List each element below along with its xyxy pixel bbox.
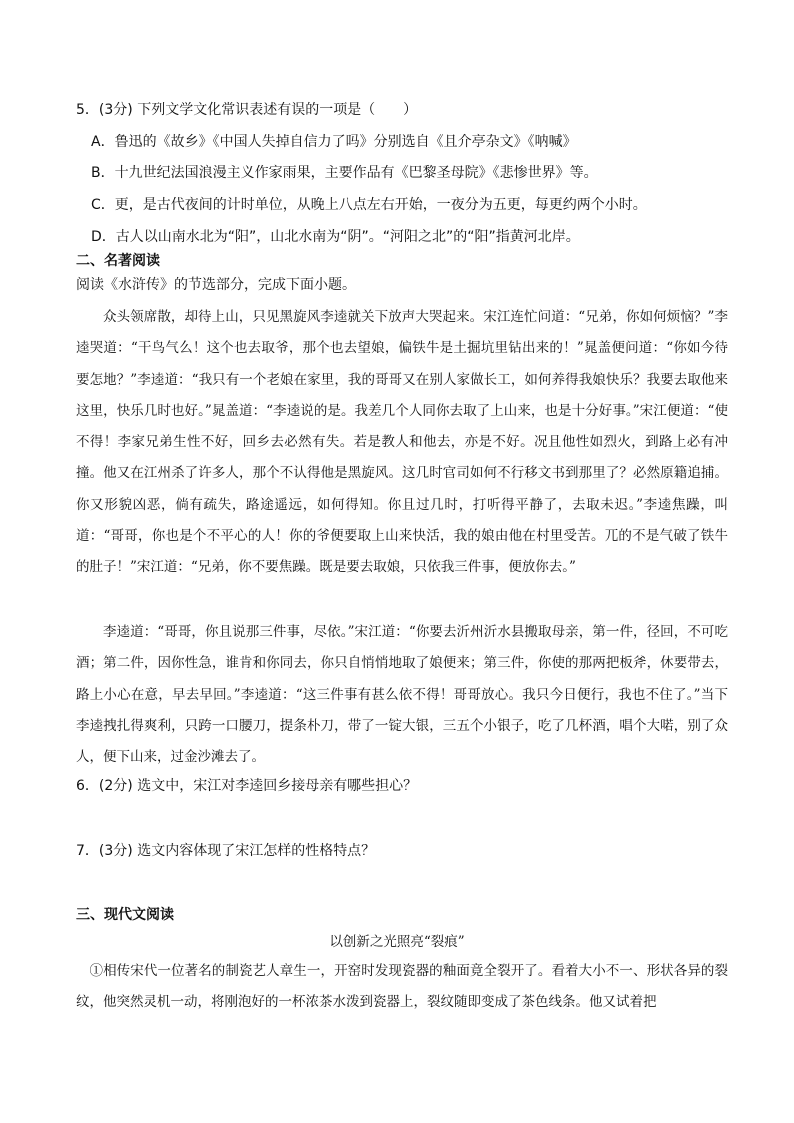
section-2-intro: 阅读《水浒传》的节选部分，完成下面小题。 xyxy=(76,277,356,293)
question-7: 7．(3分) 选文内容体现了宋江怎样的性格特点？ xyxy=(76,843,376,859)
question-5-option-c: C．更，是古代夜间的计时单位，从晚上八点左右开始，一夜分为五更，每更约两个小时。 xyxy=(91,197,647,213)
question-5-option-a: A．鲁迅的《故乡》《中国人失掉自信力了吗》分别选自《且介亭杂文》《呐喊》 xyxy=(91,134,577,150)
essay-paragraph-1: ①相传宋代一位著名的制瓷艺人章生一，开窑时发现瓷器的釉面竟全裂开了。看着大小不一、形状各异的裂纹，他突然灵机一动，将刚泡好的一杯浓茶水泼到瓷器上，裂纹随即变成了茶色线条。他又试着把 xyxy=(76,963,728,1010)
essay-title: 以创新之光照亮“裂痕” xyxy=(329,934,465,950)
question-5-stem: 5．(3分) 下列文学文化常识表述有误的一项是（ ） xyxy=(76,102,418,118)
section-3-title: 三、现代文阅读 xyxy=(76,907,174,923)
passage-paragraph-2: 李逵道：“哥哥，你且说那三件事，尽依。”宋江道：“你要去沂州沂水县搬取母亲，第一件，径回，不可吃酒；第二件，因你性急，谁肯和你同去，你只自悄悄地取了娘便来；第三件，你使的那两把板斧，休要带去，路上小心在意，早去早回。”李逵道：“这三件事有甚么依不得！哥哥放心。我只今日便行，我也不住了。”当下李逵拽扎得爽利，只跨一口腰刀，提条朴刀，带了一锭大银，三五个小银子，吃了几杯酒，唱个大喏，别了众人，便下山来，过金沙滩去了。 xyxy=(76,624,728,766)
question-6: 6．(2分) 选文中，宋江对李逵回乡接母亲有哪些担心？ xyxy=(76,778,418,794)
question-5-option-b: B．十九世纪法国浪漫主义作家雨果，主要作品有《巴黎圣母院》《悲惨世界》等。 xyxy=(91,165,598,181)
question-5-option-d: D．古人以山南水北为“阳”，山北水南为“阴”。“河阳之北”的“阳”指黄河北岸。 xyxy=(91,229,580,245)
section-2-title: 二、名著阅读 xyxy=(76,253,160,269)
passage-paragraph-1: 众头领席散，却待上山，只见黑旋风李逵就关下放声大哭起来。宋江连忙问道：“兄弟，你如何烦恼？”李逵哭道：“干鸟气么！这个也去取爷，那个也去望娘，偏铁牛是土掘坑里钻出来的！”晁盖便问道：“你如今待要怎地？”李逵道：“我只有一个老娘在家里，我的哥哥又在别人家做长工，如何养得我娘快乐？我要去取他来这里，快乐几时也好。”晁盖道：“李逵说的是。我差几个人同你去取了上山来，也是十分好事。”宋江便道：“使不得！李家兄弟生性不好，回乡去必然有失。若是教人和他去，亦是不好。况且他性如烈火，到路上必有冲撞。他又在江州杀了许多人，那个不认得他是黑旋风。这几时官司如何不行移文书到那里了？必然原籍追捕。你又形貌凶恶，倘有疏失，路途遥远，如何得知。你且过几时，打听得平静了，去取未迟。”李逵焦躁，叫道：“哥哥，你也是个不平心的人！你的爷便要取上山来快活，我的娘由他在村里受苦。兀的不是气破了铁牛的肚子！”宋江道：“兄弟，你不要焦躁。既是要去取娘，只依我三件事，便放你去。” xyxy=(76,309,728,576)
